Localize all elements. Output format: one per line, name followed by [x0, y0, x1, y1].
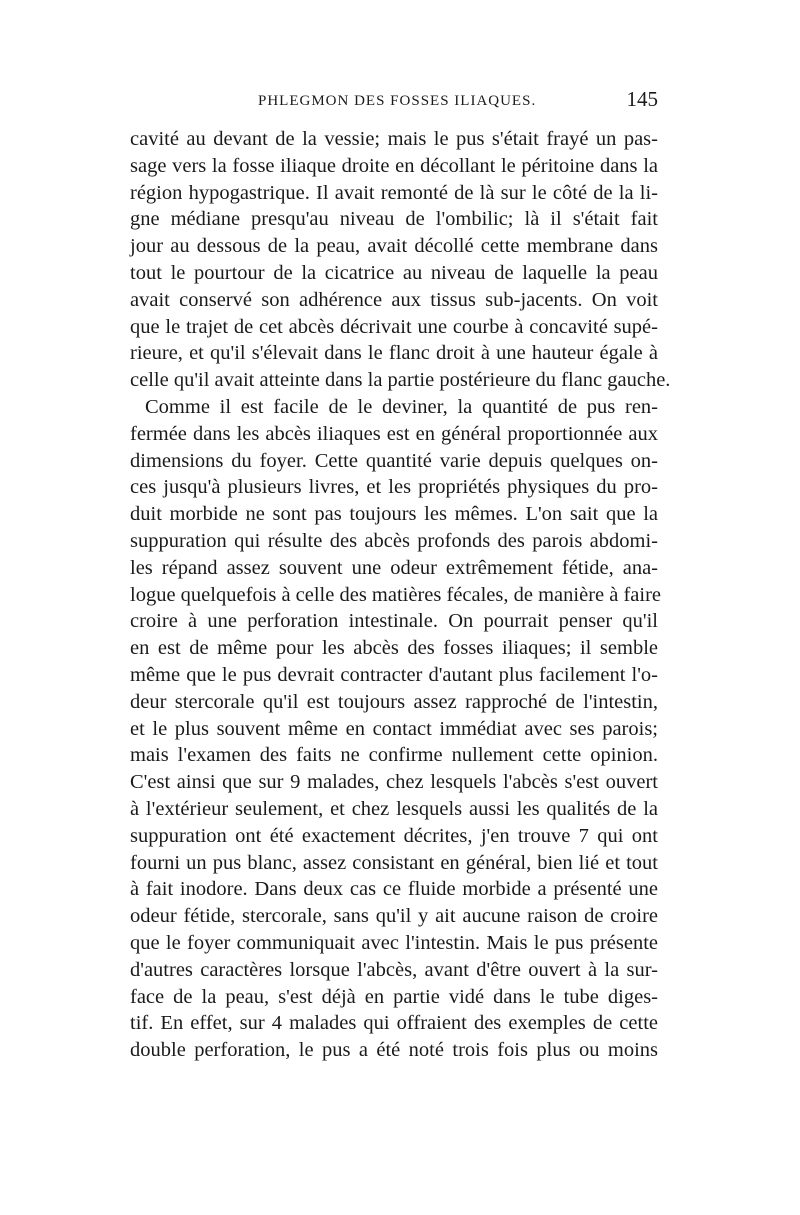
text-line: dimensions du foyer. Cette quantité varie depuis quelques on- [130, 449, 658, 472]
text-line: les répand assez souvent une odeur extrêmement fétide, ana- [130, 556, 658, 579]
text-line: double perforation, le pus a été noté trois fois plus ou moins [130, 1039, 658, 1062]
text-line: à l'extérieur seulement, et chez lesquels aussi les qualités de la [130, 797, 658, 820]
text-line: tout le pourtour de la cicatrice au niveau de laquelle la peau [130, 261, 658, 284]
text-line: avait conservé son adhérence aux tissus sub-jacents. On voit [130, 288, 658, 311]
text-line: duit morbide ne sont pas toujours les mêmes. L'on sait que la [130, 503, 658, 526]
text-line: deur stercorale qu'il est toujours assez rapproché de l'intestin, [130, 690, 658, 713]
paragraph-end-line: celle qu'il avait atteinte dans la partie postérieure du flanc gauche. [130, 369, 671, 392]
page-number: 145 [626, 87, 658, 111]
text-line: sage vers la fosse iliaque droite en décollant le péritoine dans la [130, 154, 658, 177]
text-line: croire à une perforation intestinale. On pourrait penser qu'il [130, 610, 658, 633]
paragraph-start-line: Comme il est facile de le deviner, la quantité de pus ren- [145, 395, 658, 418]
text-line: d'autres caractères lorsque l'abcès, avant d'être ouvert à la sur- [130, 958, 658, 981]
text-line: face de la peau, s'est déjà en partie vidé dans le tube diges- [130, 985, 658, 1008]
text-line: gne médiane presqu'au niveau de l'ombilic; là il s'était fait [130, 208, 658, 231]
text-line: suppuration qui résulte des abcès profonds des parois abdomi- [130, 529, 658, 552]
body-text [130, 126, 671, 1064]
text-line: jour au dessous de la peau, avait décollé cette membrane dans [130, 235, 658, 258]
text-line: fourni un pus blanc, assez consistant en général, bien lié et tout [130, 851, 658, 874]
text-line: logue quelquefois à celle des matières fécales, de manière à faire [130, 583, 662, 606]
text-line: ces jusqu'à plusieurs livres, et les propriétés physiques du pro- [130, 476, 658, 499]
text-line: même que le pus devrait contracter d'autant plus facilement l'o- [130, 663, 658, 686]
text-line: en est de même pour les abcès des fosses iliaques; il semble [130, 637, 658, 660]
text-line: suppuration ont été exactement décrites, j'en trouve 7 qui ont [130, 824, 658, 847]
text-line: mais l'examen des faits ne confirme nullement cette opinion. [130, 744, 658, 767]
running-title: PHLEGMON DES FOSSES ILIAQUES. [258, 93, 537, 109]
text-line: que le trajet de cet abcès décrivait une courbe à concavité supé- [130, 315, 658, 338]
page-header [130, 87, 658, 117]
text-line: à fait inodore. Dans deux cas ce fluide morbide a présenté une [130, 878, 658, 901]
text-line: odeur fétide, stercorale, sans qu'il y ait aucune raison de croire [130, 905, 658, 928]
text-line: tif. En effet, sur 4 malades qui offraient des exemples de cette [130, 1012, 658, 1035]
text-line: que le foyer communiquait avec l'intestin. Mais le pus présente [130, 931, 658, 954]
text-line: et le plus souvent même en contact immédiat avec ses parois; [130, 717, 658, 740]
text-line: fermée dans les abcès iliaques est en général proportionnée aux [130, 422, 658, 445]
text-line: C'est ainsi que sur 9 malades, chez lesquels l'abcès s'est ouvert [130, 771, 658, 794]
text-line: cavité au devant de la vessie; mais le pus s'était frayé un pas- [130, 128, 658, 150]
text-line: région hypogastrique. Il avait remonté de là sur le côté de la li- [130, 181, 658, 204]
text-line: rieure, et qu'il s'élevait dans le flanc droit à une hauteur égale à [130, 342, 658, 365]
